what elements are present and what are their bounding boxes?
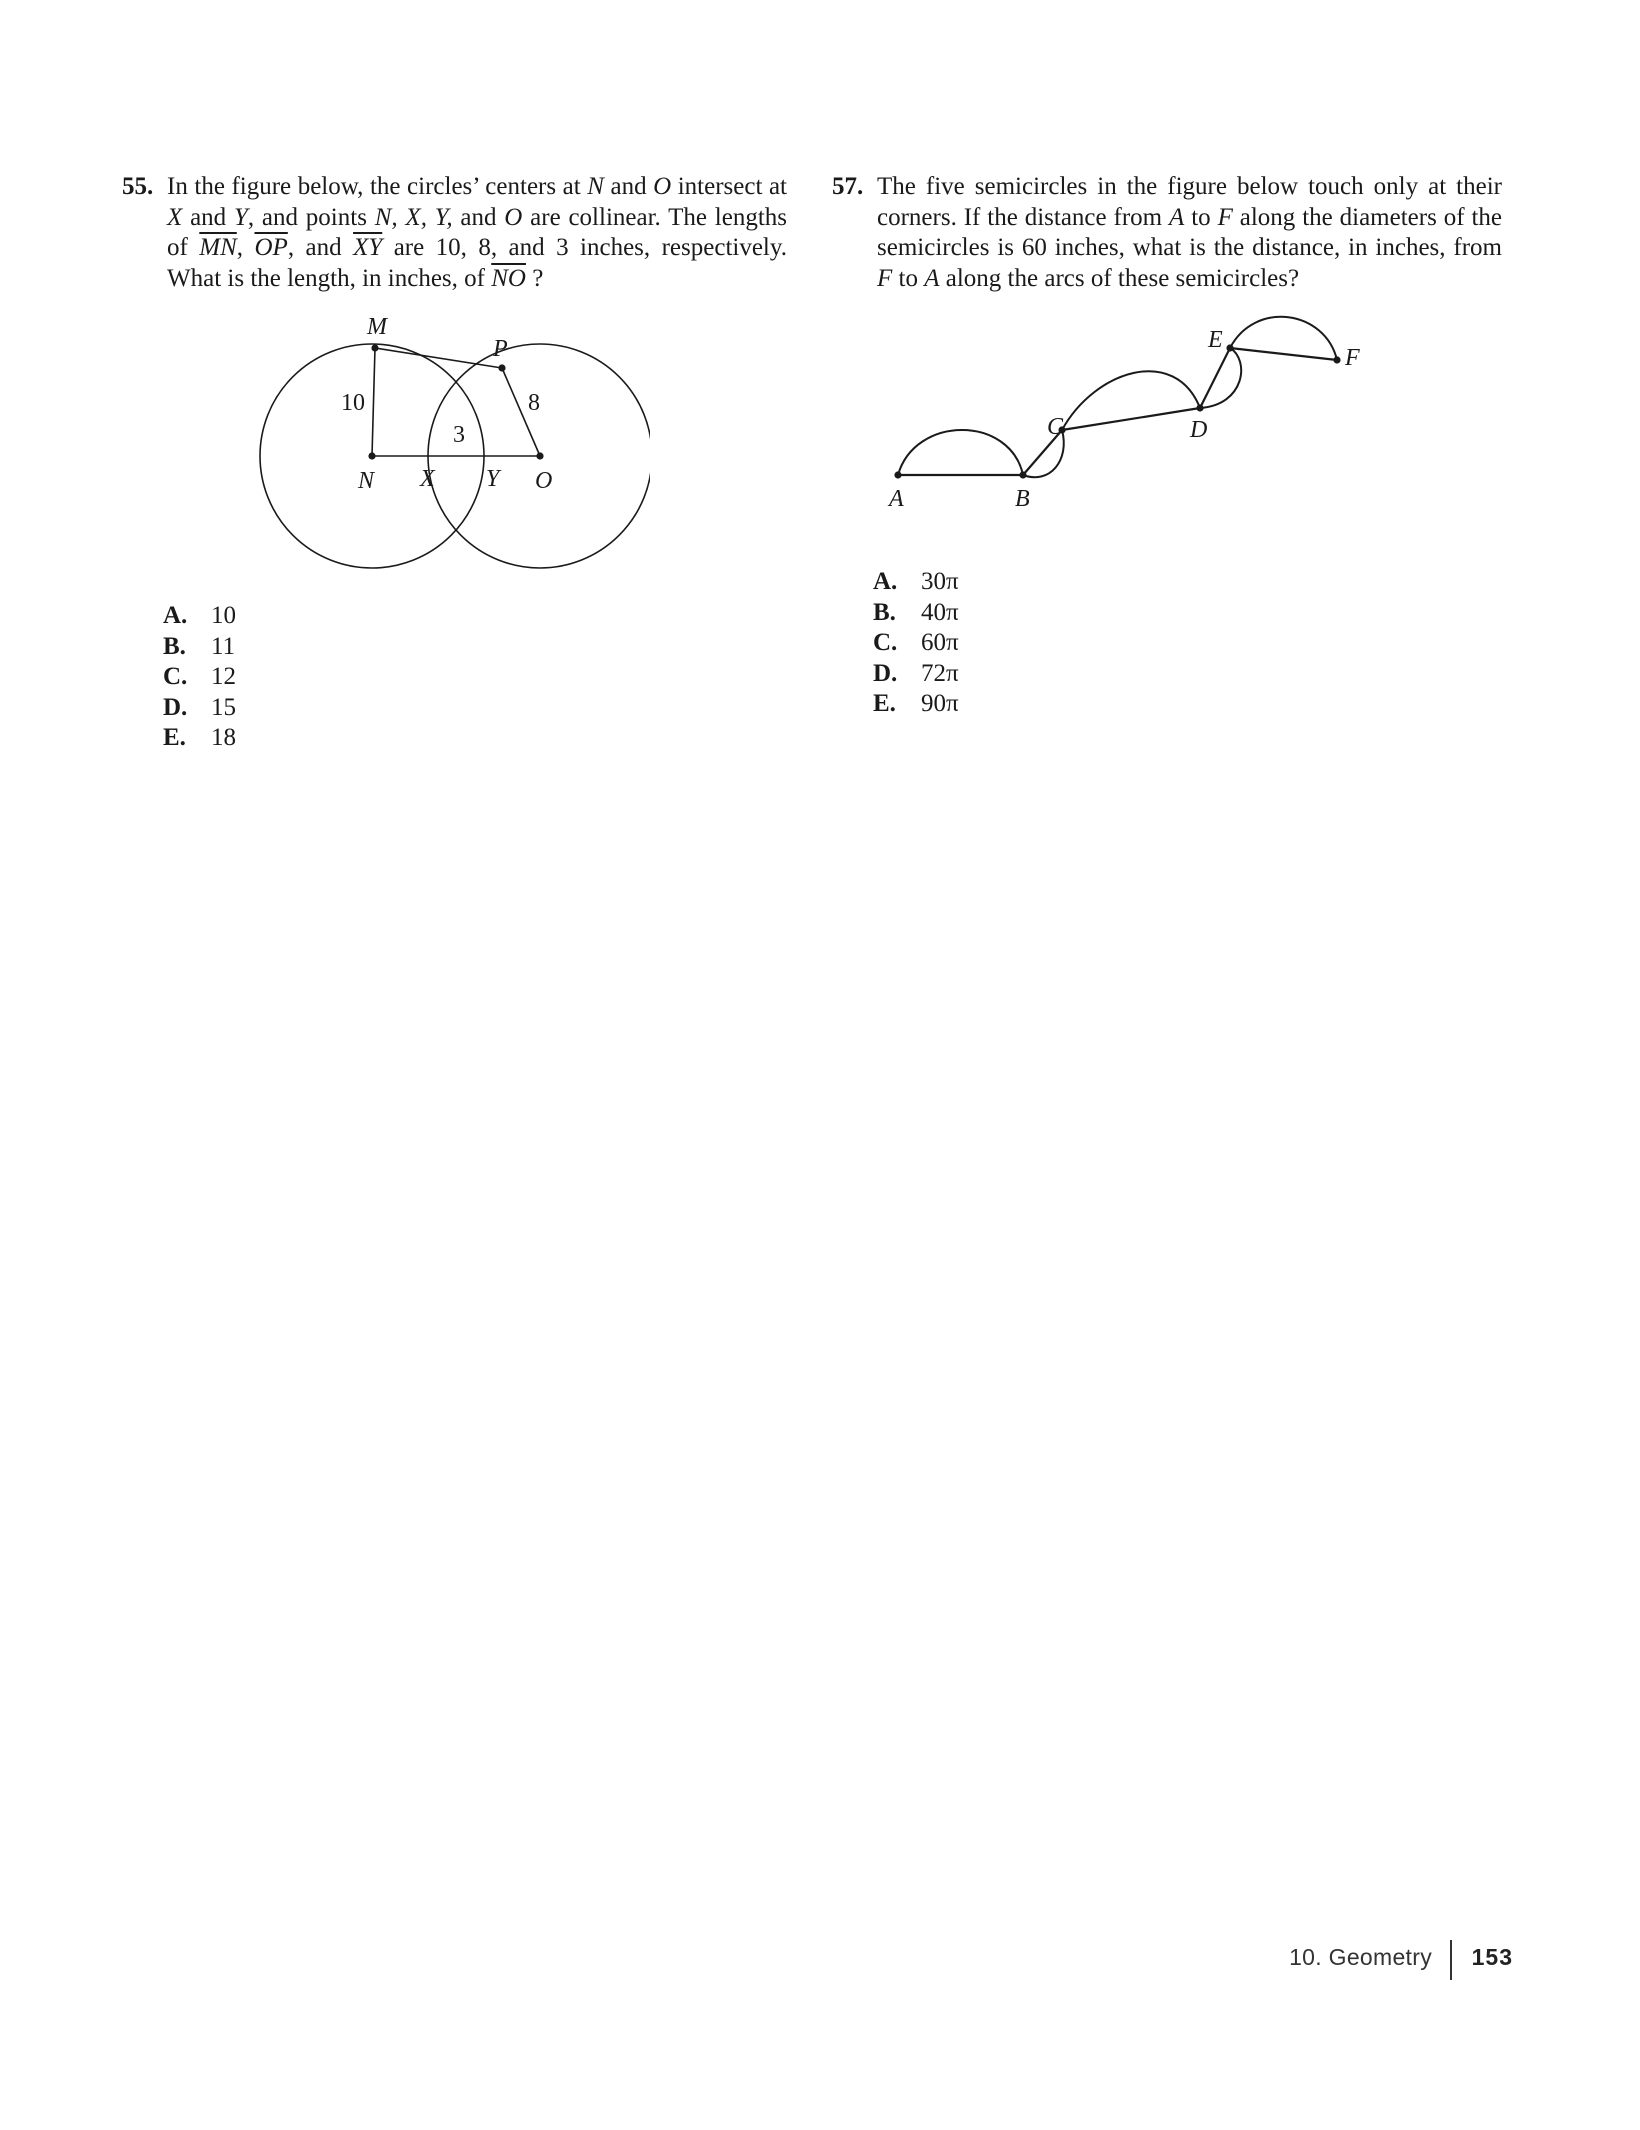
segment-mn-line bbox=[372, 348, 375, 456]
choice-b[interactable]: B. 11 bbox=[163, 632, 236, 660]
label-3: 3 bbox=[453, 422, 465, 448]
label-o: O bbox=[535, 468, 553, 494]
label-x: X bbox=[420, 466, 435, 492]
point-m bbox=[371, 344, 378, 351]
choice-a[interactable]: A. 10 bbox=[163, 602, 236, 629]
figure-two-circles bbox=[250, 310, 650, 610]
question-number: 57. bbox=[832, 173, 864, 200]
point-e bbox=[1226, 344, 1233, 351]
point-f bbox=[1333, 356, 1340, 363]
label-m: M bbox=[367, 314, 387, 340]
point-o bbox=[536, 452, 543, 459]
question-57 bbox=[832, 172, 1502, 294]
label-y: Y bbox=[486, 466, 500, 492]
label-c: C bbox=[1047, 414, 1064, 440]
question-text: In the figure below, the circles’ centers at N and O intersect at X and Y, and points N, X, Y, and O are collinear. The lengths of $\overline{MN}$, $\overline{OP}$, and $\overline{XY}$ are 10, 8, and 3 inches, respectively. What is the length, in inches, of $\overline{NO}$ ? bbox=[167, 173, 788, 292]
label-e: E bbox=[1208, 327, 1223, 353]
point-n bbox=[368, 452, 375, 459]
segment-xy: $\overline{XY}$ bbox=[353, 234, 383, 261]
point-d bbox=[1196, 404, 1203, 411]
choice-d[interactable]: D. 72π bbox=[873, 659, 959, 687]
diameter-ef bbox=[1230, 348, 1337, 360]
choice-c[interactable]: C. 60π bbox=[873, 629, 959, 656]
answer-choices-55 bbox=[163, 601, 236, 754]
choice-a[interactable]: A. 30π bbox=[873, 568, 959, 595]
choice-e[interactable]: E. 90π bbox=[873, 690, 959, 717]
label-p: P bbox=[493, 336, 508, 362]
question-number: 55. bbox=[122, 173, 154, 200]
choice-b[interactable]: B. 40π bbox=[873, 598, 959, 626]
choice-c[interactable]: C. 12 bbox=[163, 663, 236, 690]
label-f: F bbox=[1345, 345, 1360, 371]
choice-d[interactable]: D. 15 bbox=[163, 693, 236, 721]
answer-choices-57 bbox=[873, 567, 959, 720]
arc-de bbox=[1200, 348, 1241, 408]
label-d: D bbox=[1190, 417, 1208, 443]
point-b bbox=[1019, 471, 1026, 478]
segment-op: $\overline{OP}$ bbox=[254, 234, 288, 261]
diameter-cd bbox=[1062, 408, 1200, 430]
label-8: 8 bbox=[528, 390, 540, 416]
page-number: 153 bbox=[1471, 1944, 1513, 1970]
label-10: 10 bbox=[341, 390, 365, 416]
question-text: The five semicircles in the figure below touch only at their corners. If the distance from A to F along the diameters of the semicircles is 60 inches, what is the distance, in inches, from F to A along the arcs of these semicircles? bbox=[877, 173, 1502, 292]
question-55 bbox=[122, 172, 787, 294]
arc-cd bbox=[1062, 371, 1200, 430]
label-a: A bbox=[889, 486, 904, 512]
label-b: B bbox=[1015, 486, 1030, 512]
segment-no: $\overline{NO}$ bbox=[491, 264, 526, 292]
figure-semicircles bbox=[875, 300, 1395, 525]
segment-mn: $\overline{MN}$ bbox=[199, 234, 237, 261]
label-n: N bbox=[358, 468, 375, 494]
choice-e[interactable]: E. 18 bbox=[163, 724, 236, 751]
point-p bbox=[498, 364, 505, 371]
page-footer bbox=[1200, 1940, 1520, 1980]
point-a bbox=[894, 471, 901, 478]
footer-divider bbox=[1450, 1940, 1452, 1980]
section-title: 10. Geometry bbox=[1289, 1944, 1432, 1970]
arc-ab bbox=[898, 430, 1023, 475]
